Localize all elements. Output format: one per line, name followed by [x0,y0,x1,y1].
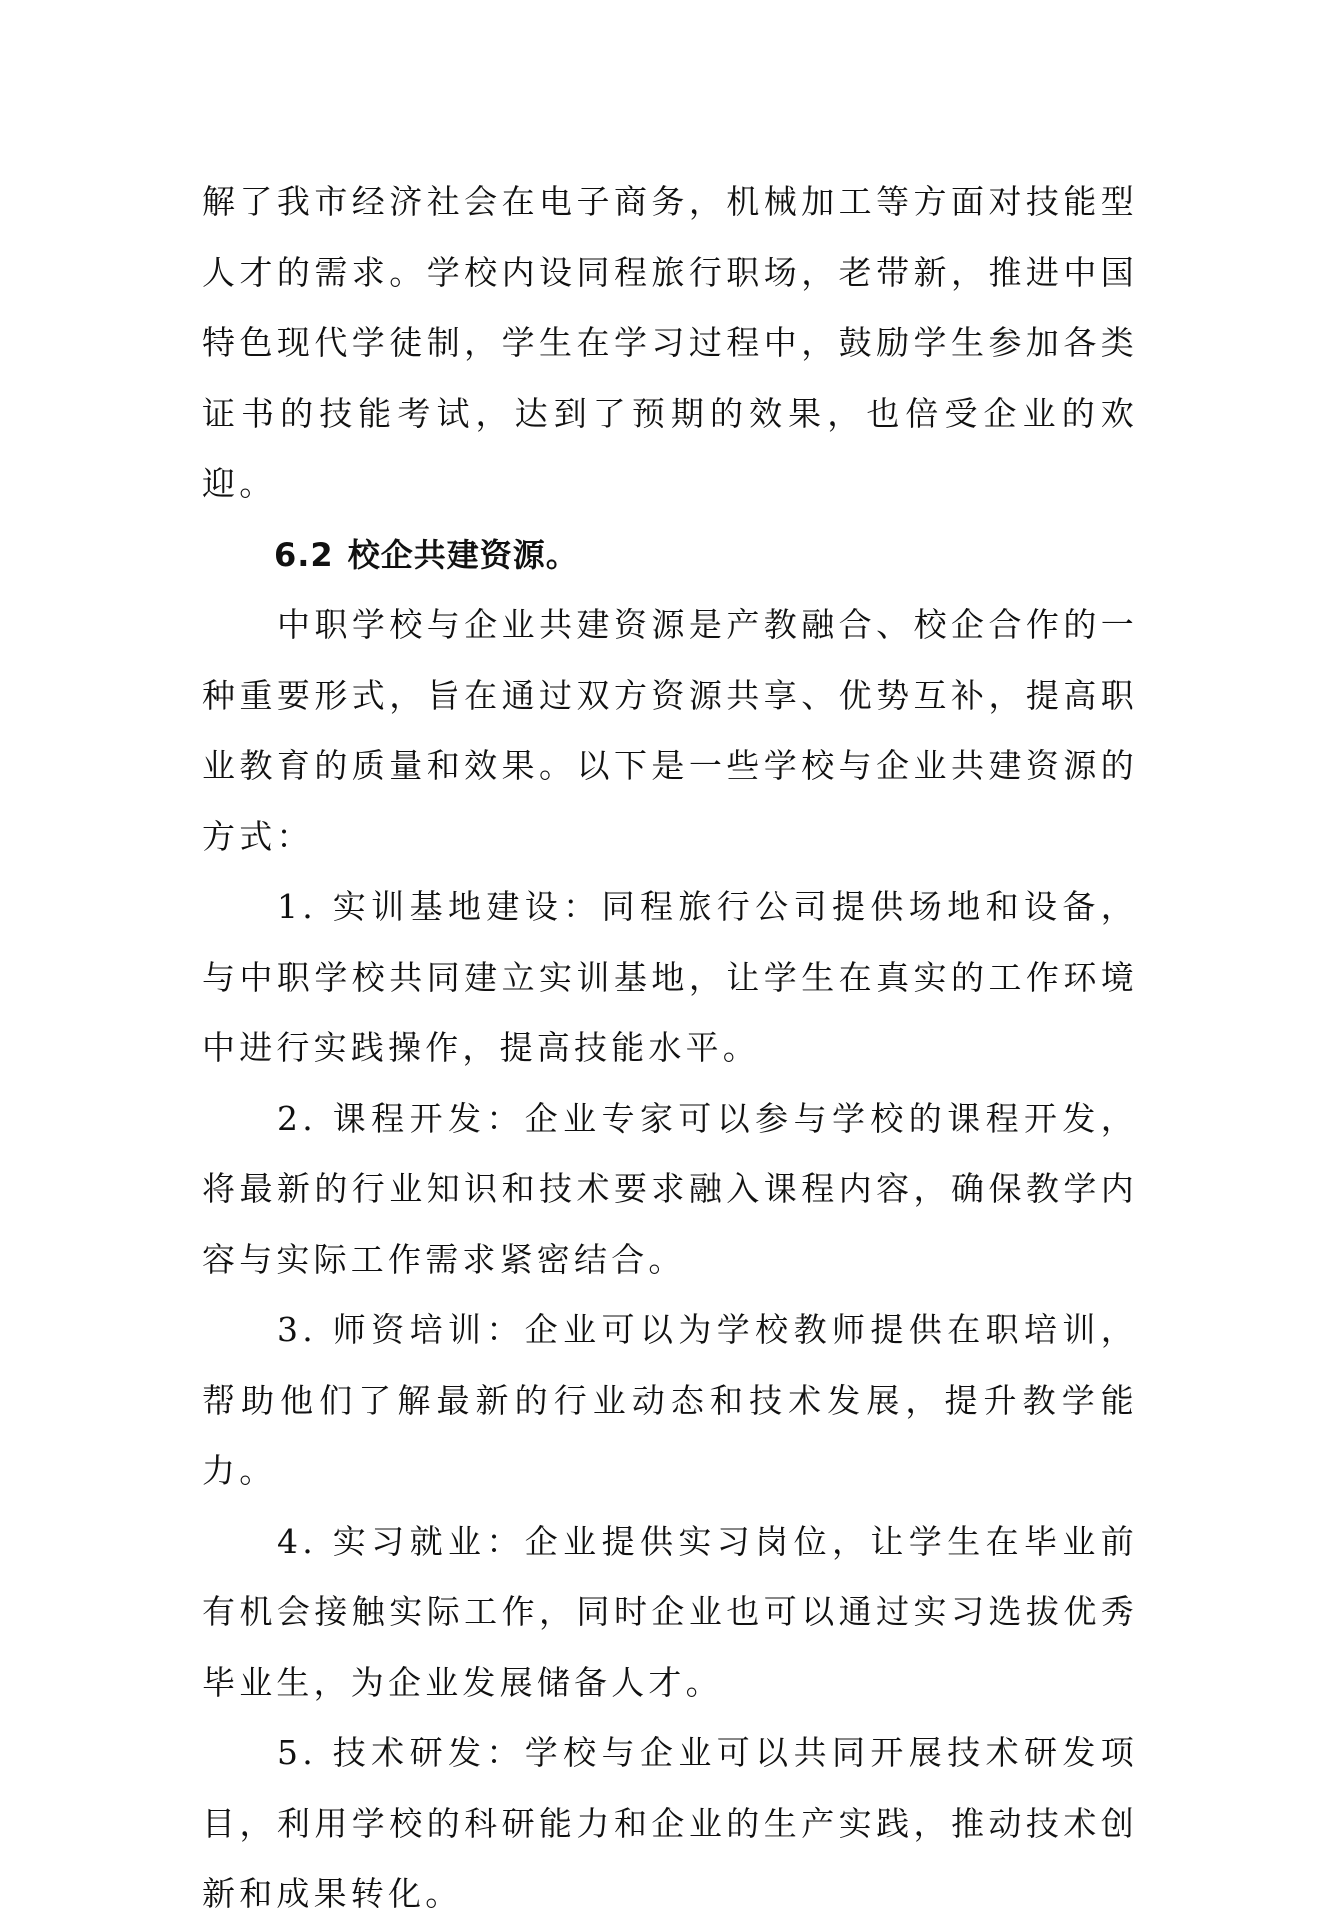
section-heading [202,520,1138,591]
list-item-2: 2. 课程开发：企业专家可以参与学校的课程开发，将最新的行业知识和技术要求融入课程内容，确保教学内容与实际工作需求紧密结合。 [202,1098,1138,1279]
section-title: 校企共建资源。 [347,535,579,574]
continued-paragraph: 解了我市经济社会在电子商务，机械加工等方面对技能型人才的需求。学校内设同程旅行职场，老带新，推进中国特色现代学徒制，学生在学习过程中，鼓励学生参加各类证书的技能考试，达到了预期的效果，也倍受企业的欢迎。 [202,182,1138,503]
intro-paragraph: 中职学校与企业共建资源是产教融合、校企合作的一种重要形式，旨在通过双方资源共享、优势互补，提高职业教育的质量和效果。以下是一些学校与企业共建资源的方式： [202,605,1138,856]
document-body [202,167,1138,1930]
list-item-1: 1. 实训基地建设：同程旅行公司提供场地和设备，与中职学校共同建立实训基地，让学生在真实的工作环境中进行实践操作，提高技能水平。 [202,887,1138,1067]
list-item-5: 5. 技术研发：学校与企业可以共同开展技术研发项目，利用学校的科研能力和企业的生产实践，推动技术创新和成果转化。 [202,1733,1138,1913]
section-number: 6.2 [274,535,334,574]
list-item-3: 3. 师资培训：企业可以为学校教师提供在职培训，帮助他们了解最新的行业动态和技术发展，提升教学能力。 [202,1310,1138,1490]
list-item-4: 4. 实习就业：企业提供实习岗位，让学生在毕业前有机会接触实际工作，同时企业也可以通过实习选拔优秀毕业生，为企业发展储备人才。 [202,1521,1138,1702]
